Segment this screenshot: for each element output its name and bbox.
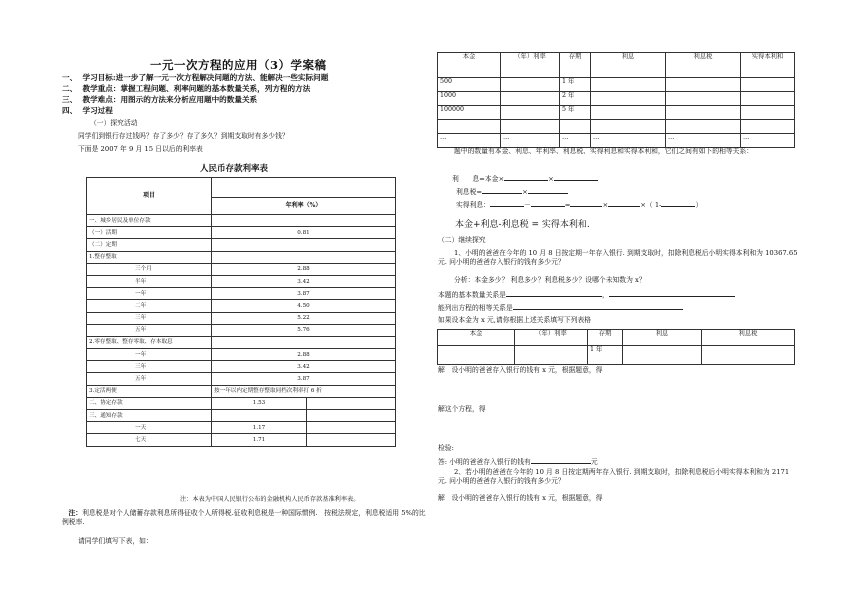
table-row [87, 336, 396, 348]
rate-value [212, 251, 396, 263]
cell-ellipsis: … [560, 134, 591, 148]
problem-2: 2、若小明的爸爸在今年的 10 月 8 日按定期两年存入银行. 到期支取时，扣除利息税后小明实得本利和为 2171 元. 问小明的爸爸存入银行的钱有多少元？ [438, 468, 790, 485]
table-row [87, 239, 396, 251]
rate-label: 2.零存整取、整存零取、存本取息 [87, 336, 212, 348]
cell-empty[interactable] [501, 120, 560, 134]
explore-title: （一）探究活动 [90, 119, 138, 127]
section-text: 学习过程 [82, 106, 113, 115]
cell-ellipsis: … [438, 134, 501, 148]
rate-label: （二）定期 [87, 239, 212, 251]
cell-tax[interactable] [666, 92, 741, 106]
cell-tax[interactable] [702, 346, 795, 365]
table-row [438, 346, 795, 365]
table-row [87, 397, 396, 409]
summary-equation: 本金+利息-利息税 = 实得本利和. [455, 220, 590, 230]
rate-table [86, 177, 396, 447]
section-item [62, 72, 432, 83]
column-header: 利息税 [702, 330, 795, 346]
table-row [87, 410, 396, 422]
rate-value: 5.22 [212, 312, 396, 324]
cell-rate[interactable] [515, 346, 588, 365]
table-row [87, 263, 396, 275]
cell-term: 1 年 [560, 78, 591, 92]
tax-note [62, 509, 430, 527]
equation-operator: × [602, 201, 609, 209]
equation-operator: － [523, 201, 531, 209]
rate-label: 五年 [87, 373, 212, 385]
solution-answer [438, 456, 598, 467]
rate-label: 三年 [87, 361, 212, 373]
interest-table [437, 52, 795, 148]
cell-ellipsis: … [666, 134, 741, 148]
column-header: （年）利率 [501, 53, 560, 78]
table-row [438, 120, 795, 134]
rate-value [212, 336, 396, 348]
rate-empty-cell [307, 434, 396, 446]
rate-label: 三年 [87, 312, 212, 324]
equation-label: 利 息=本金× [452, 175, 505, 183]
equation-operator: ×（ 1- [640, 201, 662, 209]
fill-prompt: 请同学们填写下表，如： [78, 537, 153, 545]
rate-value: 1.53 [212, 397, 307, 409]
section-text: 学习目标:进一步了解一元一次方程解决问题的方法、能解决一些实际问题 [82, 73, 329, 82]
solution-setup-2: 解 设小明的爸爸存入银行的钱有 x 元，根据题意，得 [438, 494, 603, 502]
continue-title: （二）继续探究 [438, 236, 486, 244]
table-row [87, 300, 396, 312]
rate-value: 3.42 [212, 275, 396, 287]
table-row [87, 312, 396, 324]
rate-value [212, 239, 396, 251]
cell-term: 2 年 [560, 92, 591, 106]
rate-label: 五年 [87, 324, 212, 336]
section-number: 三、 [62, 95, 78, 104]
table-row [438, 134, 795, 148]
table-row [87, 349, 396, 361]
solution-check: 检验: [438, 444, 454, 452]
basic-relation [438, 289, 735, 300]
rate-empty-cell [307, 397, 396, 409]
answer-blank[interactable] [608, 199, 640, 207]
answer-blank[interactable] [528, 186, 568, 194]
rate-header-spacer [212, 178, 396, 198]
cell-empty[interactable] [560, 120, 591, 134]
equation-label: 利息税= [456, 188, 483, 196]
cell-empty[interactable] [666, 120, 741, 134]
answer-label: 答: 小明的爸爸存入银行的钱有 [438, 458, 531, 466]
rate-value: 2.88 [212, 349, 396, 361]
cell-interest[interactable] [623, 346, 702, 365]
table-row [438, 92, 795, 106]
cell-term: 1 年 [588, 346, 623, 365]
rate-label: 三、通知存款 [87, 410, 212, 422]
rate-value: 3.42 [212, 361, 396, 373]
tax-note-text: 利息税是对个人储蓄存款利息所得征收个人所得税.征收利息税是一种国际惯例. 按税法规定，利息税适用 5%的比例税率. [62, 509, 426, 526]
fill-again: 如果设本金为 x 元,请你根据上述关系填写下列表格 [438, 316, 592, 324]
cell-interest[interactable] [591, 106, 666, 120]
section-text: 教学难点：用图示的方法来分析应用题中的数量关系 [82, 95, 258, 104]
table-row [87, 385, 396, 397]
rate-value: 3.87 [212, 288, 396, 300]
column-header: （年）利率 [515, 330, 588, 346]
rate-label: 一天 [87, 422, 212, 434]
rate-label: 二、协定存款 [87, 397, 212, 409]
rate-empty-cell [307, 422, 396, 434]
cell-term: 5 年 [560, 106, 591, 120]
basic-relation-label: 本题的基本数量关系是 [438, 291, 506, 299]
answer-blank[interactable] [531, 199, 565, 207]
rate-value: 1.71 [212, 434, 307, 446]
cell-tax[interactable] [666, 106, 741, 120]
equation-operator: ） [695, 201, 703, 209]
cell-principal: 100000 [438, 106, 501, 120]
table-row [87, 434, 396, 446]
page-title: 一元一次方程的应用（3）学案稿 [150, 58, 327, 72]
unknown-table [437, 329, 795, 365]
cell-total[interactable] [741, 106, 795, 120]
column-header: 存期 [588, 330, 623, 346]
cell-total[interactable] [741, 78, 795, 92]
cell-interest[interactable] [591, 78, 666, 92]
analysis-text: 分析：本金多少？ 利息多少？利息税多少？设哪个未知数为 x？ [454, 276, 646, 284]
relation-intro: 题中的数量有本金、利息、年利率、利息税、实得利息和实得本利和，它们之间有如下的相等关系： [454, 147, 754, 155]
equation-relation-label: 能列出方程的相等关系是 [438, 304, 513, 312]
cell-tax[interactable] [666, 78, 741, 92]
answer-blank[interactable] [513, 302, 683, 310]
rate-label: 二年 [87, 300, 212, 312]
separator: ， [601, 291, 609, 299]
rate-label: 一年 [87, 349, 212, 361]
table-row [87, 324, 396, 336]
rate-value: 0.81 [212, 227, 396, 239]
problem-1: 1、小明的爸爸在今年的 10 月 8 日按定期一年存入银行. 到期支取时，扣除利息税后小明实得本利和为 10367.65 元. 问小明的爸爸存入银行的钱有多少元？ [438, 249, 798, 266]
table-row [87, 361, 396, 373]
table-header-row [438, 53, 795, 78]
answer-blank[interactable] [506, 289, 602, 297]
cell-rate[interactable] [501, 92, 560, 106]
section-item [62, 94, 432, 105]
rate-empty-cell [307, 410, 396, 422]
cell-total[interactable] [741, 92, 795, 106]
equation-interest [452, 173, 598, 184]
column-header: 利息 [591, 53, 666, 78]
rate-value: 1.17 [212, 422, 307, 434]
tax-note-label: 注： [68, 509, 83, 517]
cell-rate[interactable] [501, 78, 560, 92]
rate-value [212, 410, 307, 422]
section-number: 四、 [62, 106, 78, 115]
explore-question: 同学们到银行存过钱吗？存了多少？存了多久？到期支取时有多少钱？ [78, 132, 289, 140]
solution-setup: 解 设小明的爸爸存入银行的钱有 x 元，根据题意，得 [438, 366, 603, 374]
answer-blank[interactable] [661, 199, 695, 207]
rate-value: 按一年以内定期整存整取同档次利率打 6 折 [212, 385, 396, 397]
rate-label: 一、城乡居民及单位存款 [87, 215, 212, 227]
rate-label: 三个月 [87, 263, 212, 275]
rate-value: 5.76 [212, 324, 396, 336]
section-list [62, 72, 432, 116]
table-row [87, 251, 396, 263]
answer-blank[interactable] [504, 173, 548, 181]
equation-tax [456, 186, 568, 197]
equation-operator: × [548, 175, 554, 183]
rate-label: 3.定活两便 [87, 385, 212, 397]
rate-label: 半年 [87, 275, 212, 287]
column-header: 存期 [560, 53, 591, 78]
section-item [62, 83, 432, 94]
cell-ellipsis: … [591, 134, 666, 148]
rate-label: （一）活期 [87, 227, 212, 239]
rate-value: 2.88 [212, 263, 396, 275]
section-number: 一、 [62, 73, 78, 82]
column-header: 实得本利和 [741, 53, 795, 78]
rate-header-row [87, 178, 396, 198]
table-row [438, 78, 795, 92]
cell-empty[interactable] [591, 120, 666, 134]
table-row [87, 373, 396, 385]
answer-blank[interactable] [570, 199, 602, 207]
table-header-row [438, 330, 795, 346]
cell-empty[interactable] [741, 120, 795, 134]
rate-value: 4.50 [212, 300, 396, 312]
equation-relation [438, 302, 683, 313]
cell-principal: 1000 [438, 92, 501, 106]
cell-ellipsis: … [741, 134, 795, 148]
explore-question-2: 下面是 2007 年 9 月 15 日以后的利率表 [78, 145, 203, 153]
table-row [87, 422, 396, 434]
solution-solve: 解这个方程，得 [438, 405, 486, 413]
answer-blank[interactable] [482, 186, 522, 194]
cell-principal[interactable] [438, 346, 515, 365]
section-item [62, 105, 432, 116]
table-row [87, 275, 396, 287]
rate-header-item: 项目 [87, 178, 212, 215]
column-header: 利息税 [666, 53, 741, 78]
cell-rate[interactable] [501, 106, 560, 120]
section-number: 二、 [62, 84, 78, 93]
answer-blank[interactable] [490, 199, 524, 207]
table-row [87, 288, 396, 300]
rate-header-rate: 年利率（%） [212, 197, 396, 214]
rate-label: 一年 [87, 288, 212, 300]
equation-operator: = [564, 201, 571, 209]
answer-blank[interactable] [609, 289, 735, 297]
column-header: 本金 [438, 53, 501, 78]
answer-blank[interactable] [554, 173, 598, 181]
section-text: 教学重点：掌握工程问题、利率问题的基本数量关系，列方程的方法 [82, 84, 311, 93]
rate-table-title: 人民币存款利率表 [200, 164, 269, 174]
column-header: 本金 [438, 330, 515, 346]
table-row [87, 227, 396, 239]
cell-ellipsis: … [501, 134, 560, 148]
rate-value: 3.87 [212, 373, 396, 385]
table-row [87, 215, 396, 227]
answer-unit: 元 [590, 458, 598, 466]
rate-label: 1.整存整取 [87, 251, 212, 263]
equation-label: 实得利息： [456, 201, 490, 209]
cell-empty[interactable] [438, 120, 501, 134]
column-header: 利息 [623, 330, 702, 346]
answer-blank[interactable] [531, 456, 591, 464]
cell-interest[interactable] [591, 92, 666, 106]
table-row [438, 106, 795, 120]
cell-principal: 500 [438, 78, 501, 92]
equation-net-interest [456, 199, 702, 210]
rate-table-note: 注：本表为中国人民银行公布的金融机构人民币存款基准利率表。 [180, 496, 360, 503]
rate-label: 七天 [87, 434, 212, 446]
rate-value [212, 215, 396, 227]
equation-operator: × [522, 188, 528, 196]
